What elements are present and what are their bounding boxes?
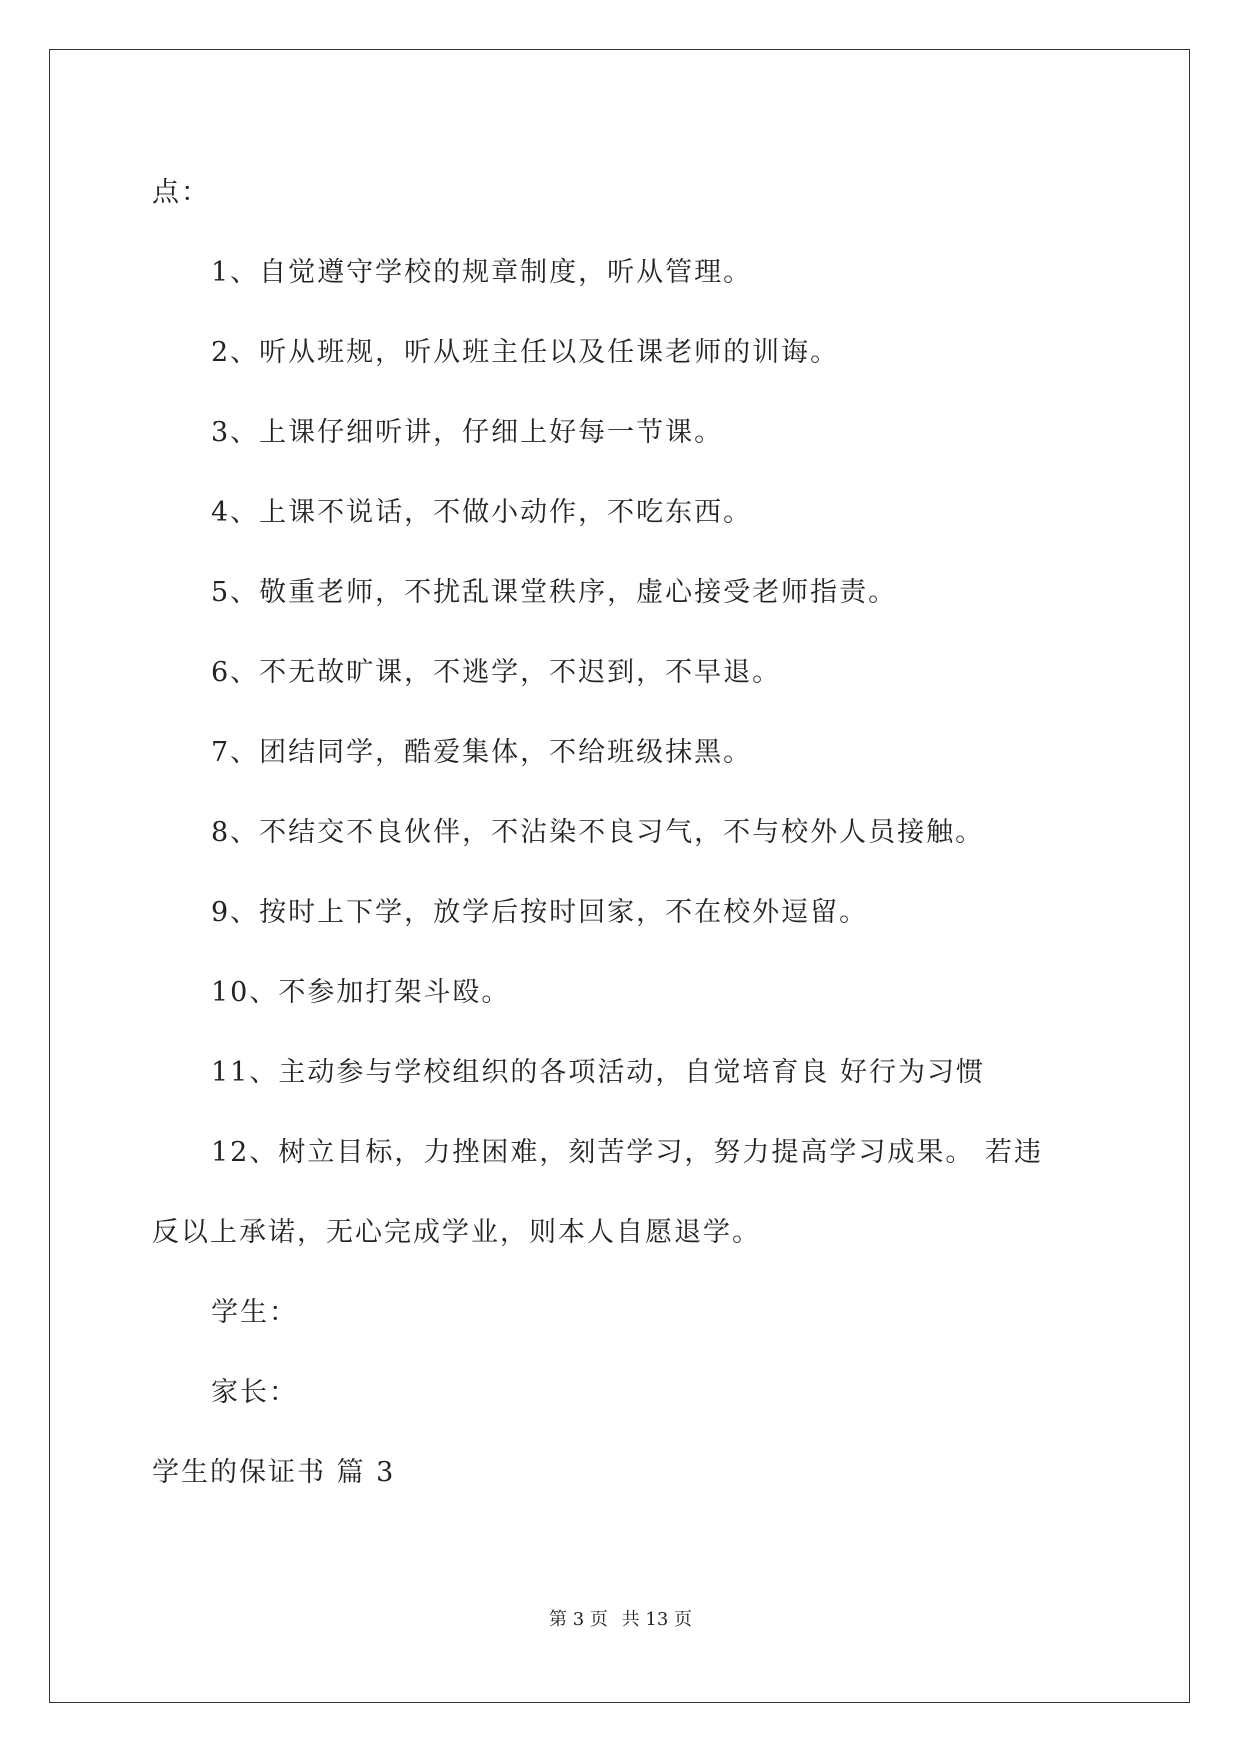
section-heading: 学生的保证书 篇 3 xyxy=(152,1457,396,1488)
parent-signature-label: 家长： xyxy=(211,1377,298,1408)
pledge-item-12-continuation: 反以上承诺，无心完成学业，则本人自愿退学。 xyxy=(152,1217,761,1248)
pledge-item-8: 8、不结交不良伙伴，不沾染不良习气，不与校外人员接触。 xyxy=(211,817,985,848)
pledge-item-5: 5、敬重老师，不扰乱课堂秩序，虚心接受老师指责。 xyxy=(211,577,898,608)
intro-text: 点： xyxy=(152,177,210,208)
pledge-item-2: 2、听从班规，听从班主任以及任课老师的训诲。 xyxy=(211,337,840,368)
pledge-item-4: 4、上课不说话，不做小动作，不吃东西。 xyxy=(211,497,753,528)
pledge-item-6: 6、不无故旷课，不逃学，不迟到，不早退。 xyxy=(211,657,782,688)
page-number-current: 第 3 页 xyxy=(549,1609,608,1630)
pledge-item-12: 12、树立目标，力挫困难，刻苦学习，努力提高学习成果。 若违 xyxy=(211,1137,1043,1168)
page-footer xyxy=(0,1608,1241,1632)
pledge-item-1: 1、自觉遵守学校的规章制度，听从管理。 xyxy=(211,257,753,288)
pledge-item-9: 9、按时上下学，放学后按时回家，不在校外逗留。 xyxy=(211,897,869,928)
pledge-item-7: 7、团结同学，酷爱集体，不给班级抹黑。 xyxy=(211,737,753,768)
student-signature-label: 学生： xyxy=(211,1297,298,1328)
pledge-item-3: 3、上课仔细听讲，仔细上好每一节课。 xyxy=(211,417,724,448)
pledge-item-11: 11、主动参与学校组织的各项活动，自觉培育良 好行为习惯 xyxy=(211,1057,985,1088)
page-number-total: 共 13 页 xyxy=(621,1609,692,1630)
pledge-item-10: 10、不参加打架斗殴。 xyxy=(211,977,511,1008)
